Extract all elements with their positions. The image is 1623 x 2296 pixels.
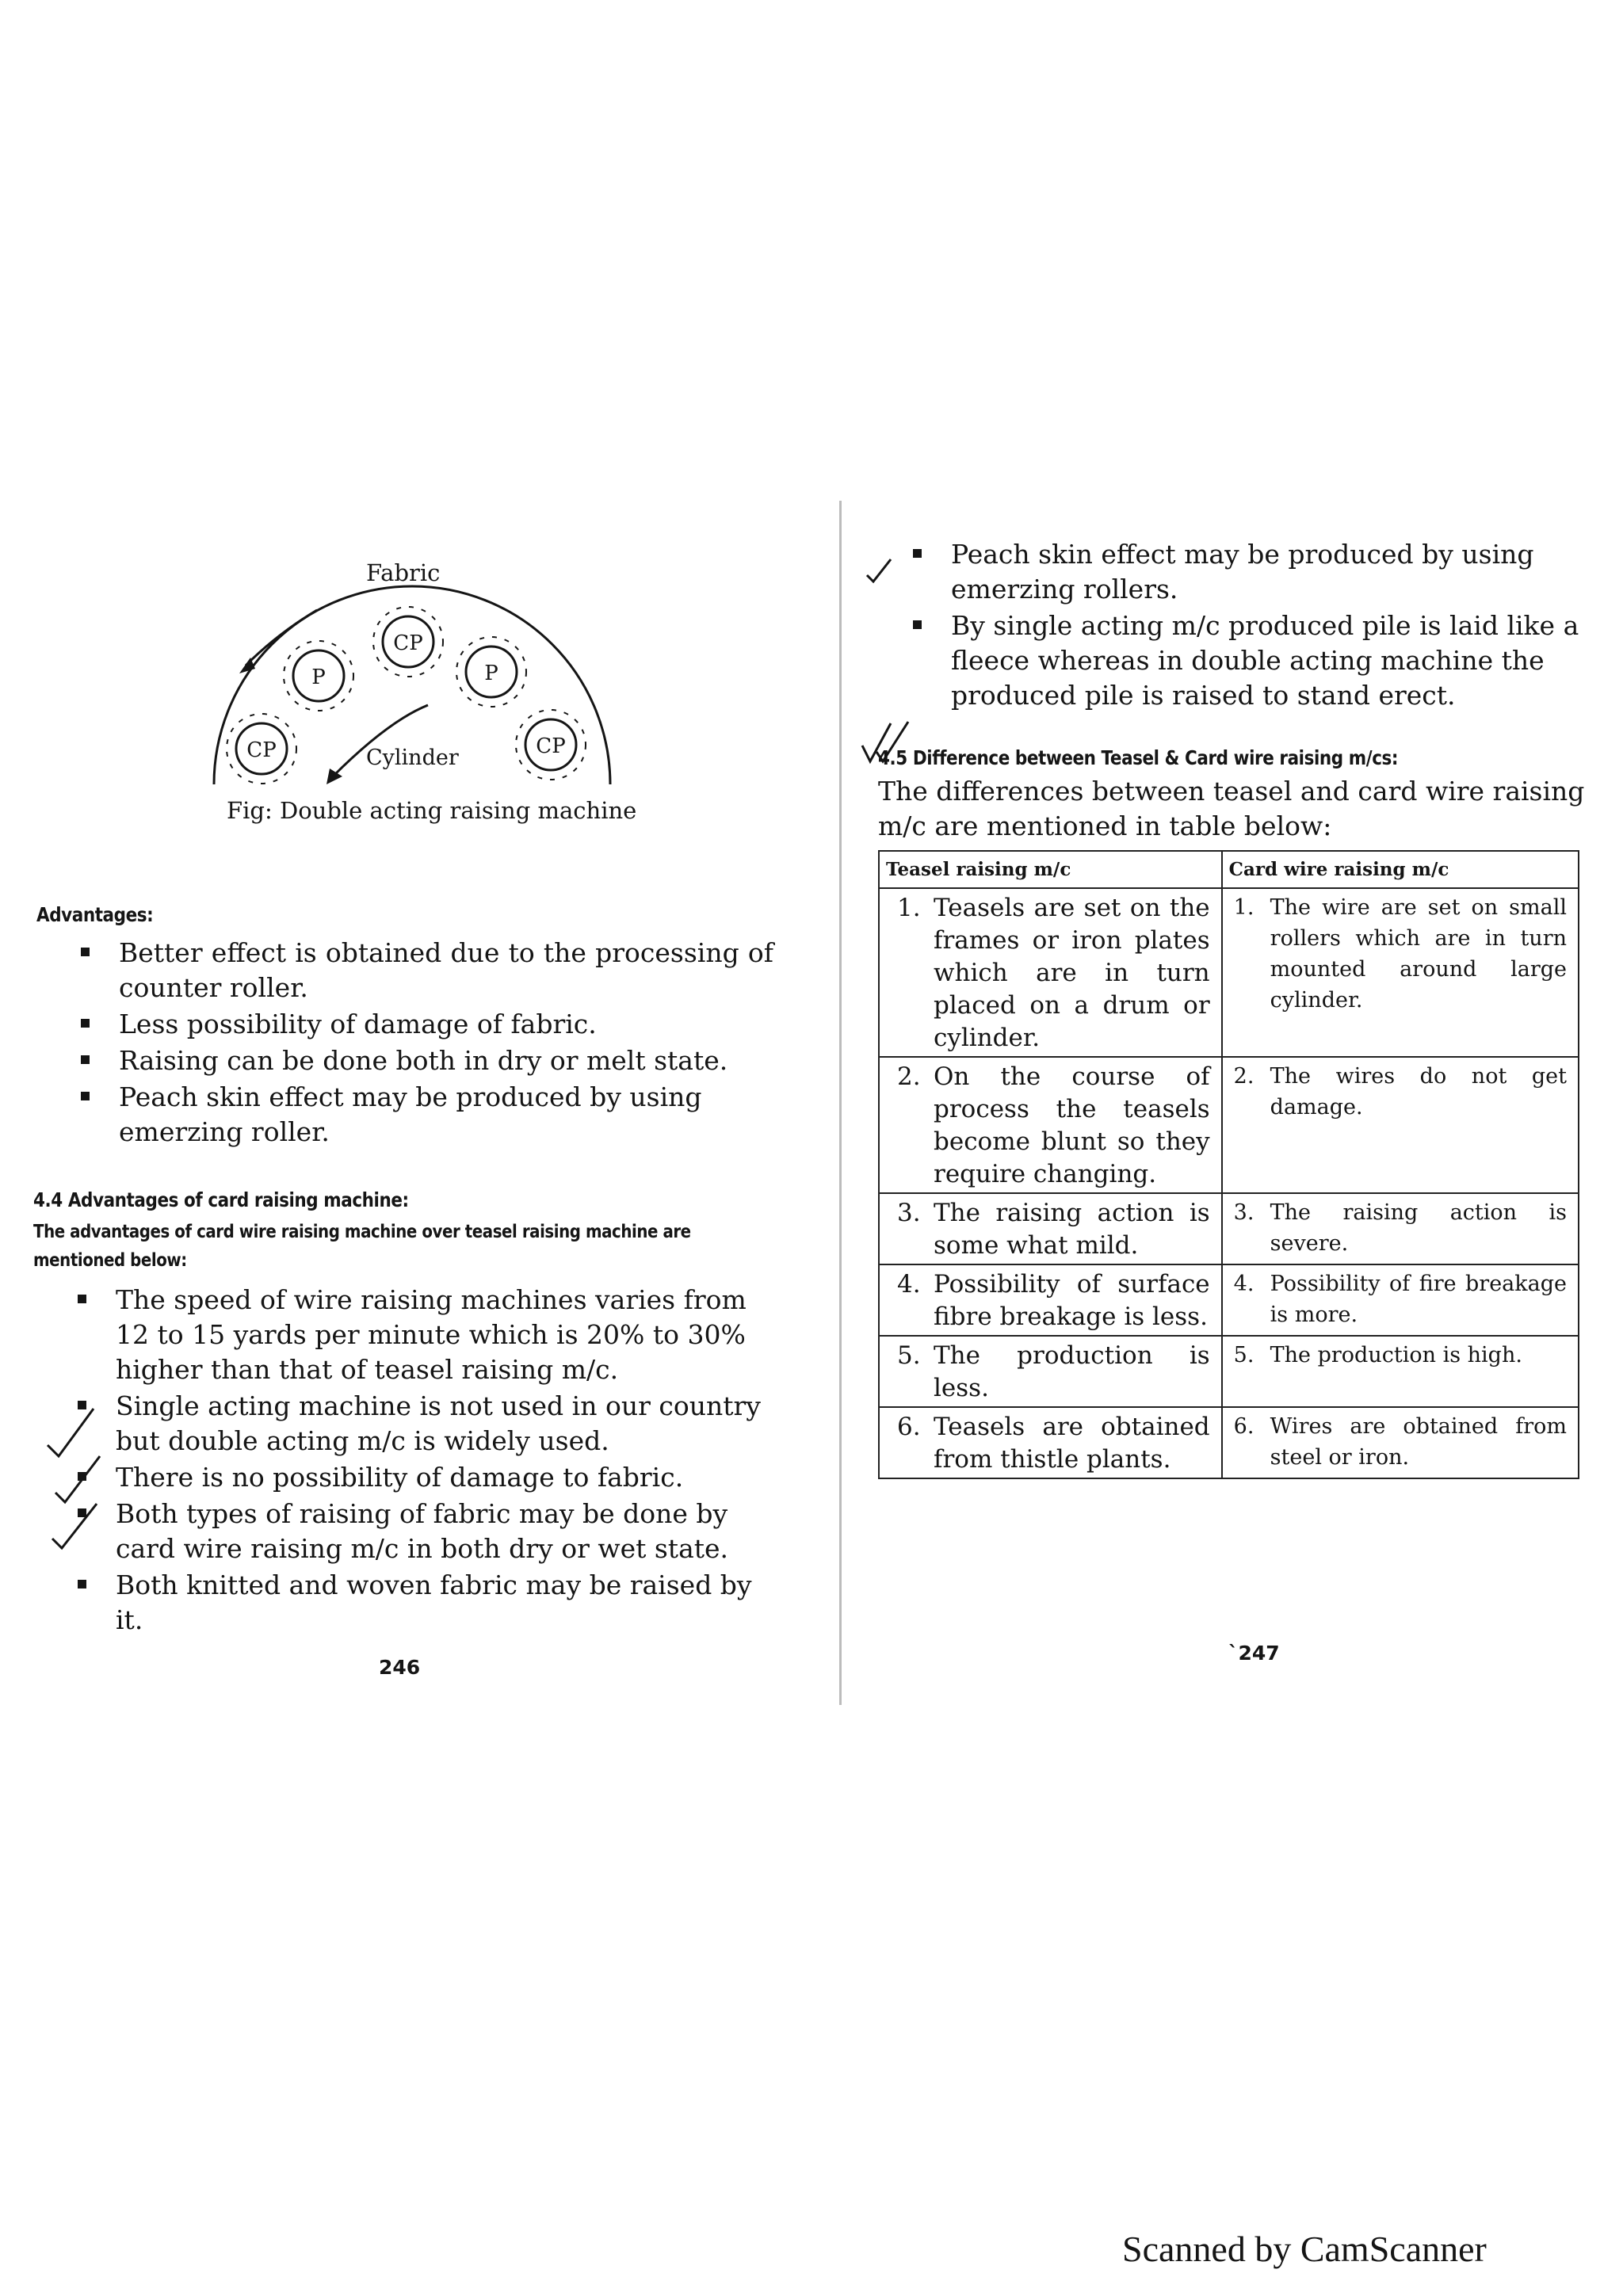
row-number: 6. (1233, 1414, 1254, 1439)
list-item: Both knitted and woven fabric may be raised by it. (74, 1568, 778, 1638)
svg-text:P: P (311, 666, 326, 689)
checkmark-icon (44, 1404, 108, 1562)
list-item: Peach skin effect may be produced by using emerzing roller. (78, 1080, 773, 1150)
scanner-watermark: Scanned by CamScanner (1122, 2229, 1487, 2269)
table-cell-teasel: Teasels are set on the frames or iron plates which are in turn placed on a drum or cylinder. (934, 894, 1210, 1052)
row-number: 5. (1233, 1343, 1254, 1367)
page-number: `247 (1228, 1642, 1280, 1665)
table-cell-card-wire: The wire are set on small rollers which are in turn mounted around large cylinder. (1270, 895, 1567, 1013)
left-page (0, 0, 840, 1711)
table-cell-teasel: On the course of process the teasels become blunt so they require changing. (934, 1062, 1210, 1188)
figure-caption: Fig: Double acting raising machine (227, 797, 637, 824)
table-row (879, 1407, 1579, 1478)
table-row (879, 1336, 1579, 1407)
svg-text:CP: CP (536, 734, 566, 758)
row-number: 1. (1233, 895, 1254, 920)
row-number: 5. (897, 1341, 921, 1370)
card-advantages-list (74, 1283, 778, 1638)
checkmark-icon (864, 555, 896, 594)
section-4-4-heading: 4.4 Advantages of card raising machine: (33, 1188, 409, 1211)
table-cell-card-wire: Possibility of fire breakage is more. (1270, 1272, 1567, 1327)
list-item: Peach skin effect may be produced by using emerzing rollers. (910, 537, 1607, 607)
table-cell-card-wire: Wires are obtained from steel or iron. (1270, 1414, 1567, 1470)
table-cell-teasel: The raising action is some what mild. (934, 1199, 1210, 1260)
right-top-list (910, 537, 1607, 715)
list-item: Less possibility of damage of fabric. (78, 1007, 773, 1042)
roller-p-right (456, 637, 526, 707)
table-row (879, 1057, 1579, 1193)
table-row (879, 888, 1579, 1057)
roller-cp-left (227, 714, 296, 784)
table-cell-teasel: Possibility of surface fibre breakage is less. (934, 1270, 1210, 1331)
list-item: By single acting m/c produced pile is laid like a fleece whereas in double acting machine the produced pile is raised to stand erect. (910, 608, 1607, 713)
row-number: 2. (1233, 1064, 1254, 1089)
table-header-card-wire: Card wire raising m/c (1222, 851, 1579, 888)
list-item: Raising can be done both in dry or melt state. (78, 1043, 773, 1078)
row-number: 4. (1233, 1272, 1254, 1296)
row-number: 1. (897, 894, 921, 922)
section-4-4-subheading: The advantages of card wire raising machine over teasel raising machine are mentioned below: (33, 1222, 691, 1271)
table-cell-teasel: Teasels are obtained from thistle plants. (934, 1413, 1210, 1474)
row-number: 3. (1233, 1200, 1254, 1225)
section-4-5-intro: The differences between teasel and card wire raising m/c are mentioned in table below: (878, 776, 1585, 841)
list-item: Better effect is obtained due to the processing of counter roller. (78, 936, 773, 1005)
difference-table-wrapper (878, 850, 1579, 1479)
roller-cp-top (373, 607, 443, 677)
advantages-section (36, 903, 773, 1151)
table-row (879, 1193, 1579, 1264)
section-4-4 (33, 1188, 778, 1639)
table-row (879, 1264, 1579, 1336)
table-header-teasel: Teasel raising m/c (879, 851, 1222, 888)
section-4-5-heading: 4.5 Difference between Teasel & Card wire raising m/cs: (878, 746, 1399, 769)
svg-text:CP: CP (393, 631, 423, 655)
table-header-row (879, 851, 1579, 888)
table-cell-teasel: The production is less. (934, 1341, 1210, 1402)
table-cell-card-wire: The wires do not get damage. (1270, 1064, 1567, 1119)
fabric-label: Fabric (366, 559, 441, 586)
section-4-5 (878, 746, 1607, 1479)
row-number: 3. (897, 1199, 921, 1227)
svg-text:CP: CP (246, 738, 277, 762)
list-item: There is no possibility of damage to fabric. (74, 1460, 778, 1495)
list-item: The speed of wire raising machines varies from 12 to 15 yards per minute which is 20% to 30% higher than that of teasel raising m/c. (74, 1283, 778, 1387)
cylinder-label: Cylinder (366, 746, 459, 770)
table-cell-card-wire: The raising action is severe. (1270, 1200, 1567, 1256)
advantages-list (78, 936, 773, 1150)
list-item: Single acting machine is not used in our country but double acting m/c is widely used. (74, 1389, 778, 1459)
roller-cp-right (516, 710, 586, 780)
row-number: 2. (897, 1062, 921, 1091)
table-cell-card-wire: The production is high. (1270, 1343, 1522, 1367)
right-page (840, 0, 1623, 1711)
difference-table (878, 850, 1579, 1479)
row-number: 4. (897, 1270, 921, 1299)
svg-text:P: P (484, 662, 498, 685)
page-number: 246 (379, 1656, 421, 1679)
advantages-heading: Advantages: (36, 903, 154, 926)
row-number: 6. (897, 1413, 921, 1441)
roller-p-left (284, 641, 353, 711)
list-item: Both types of raising of fabric may be done by card wire raising m/c in both dry or wet state. (74, 1497, 778, 1566)
